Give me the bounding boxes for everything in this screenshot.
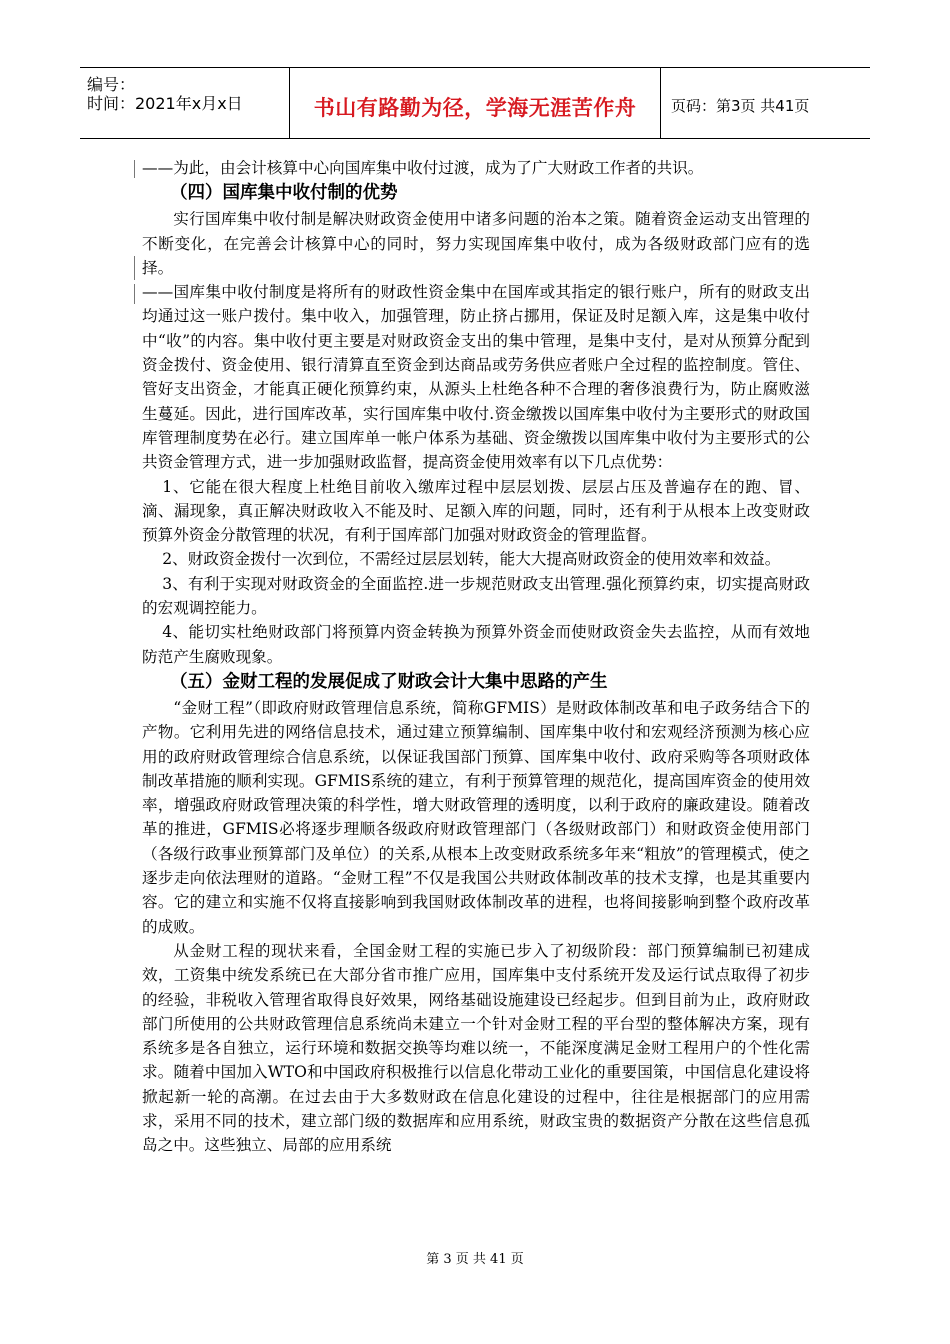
section-heading: （五）金财工程的发展促成了财政会计大集中思路的产生 [170, 671, 608, 692]
revision-mark [134, 256, 135, 280]
revision-mark [134, 160, 135, 178]
paragraph: 从金财工程的现状来看，全国金财工程的实施已步入了初级阶段：部门预算编制已初建成效，工资集中统发系统已在大部分省市推广应用，国库集中支付系统开发及运行试点取得了初步的经验，非税收入管理省取得良好效果，网络基础设施建设已经起步。但到目前为止，政府财政部门所使用的公共财政管理信息系统尚未建立一个针对金财工程的平台型的整体解决方案，现有系统多是各自独立，运行环境和数据交换等均难以统一，不能深度满足金财工程用户的个性化需求。随着中国加入WTO和中国政府积极推行以信息化带动工业化的重要国策，中国信息化建设将掀起新一轮的高潮。在过去由于大多数财政在信息化建设的过程中，往往是根据部门的应用需求，采用不同的技术，建立部门级的数据库和应用系统，财政宝贵的数据资产分散在这些信息孤岛之中。这些独立、局部的应用系统 [142, 941, 810, 1155]
header-page-cell [661, 68, 870, 138]
revision-mark [134, 284, 135, 304]
document-code-label: 编号： [87, 75, 136, 94]
paragraph: ——国库集中收付制度是将所有的财政性资金集中在国库或其指定的银行账户，所有的财政支出均通过这一账户拨付。集中收入，加强管理，防止挤占挪用，保证及时足额入库，这是集中收付中“收”的内容。集中收付更主要是对财政资金支出的集中管理，是集中支付，是对从预算分配到资金拨付、资金使用、银行清算直至资金到达商品或劳务供应者账户全过程的监控制度。管住、管好支出资金，才能真正硬化预算约束，从源头上杜绝各种不合理的奢侈浪费行为，防止腐败滋生蔓延。因此，进行国库改革，实行国库集中收付.资金缴拨以国库集中收付为主要形式的财政国库管理制度势在必行。建立国库单一帐户体系为基础、资金缴拨以国库集中收付为主要形式的公共资金管理方式，进一步加强财政监督，提高资金使用效率有以下几点优势： [142, 283, 810, 472]
paragraph: “金财工程”（即政府财政管理信息系统，简称GFMIS）是财政体制改革和电子政务结合下的产物。它利用先进的网络信息技术，通过建立预算编制、国库集中收付和宏观经济预测为核心应用的政府财政管理综合信息系统，以保证我国部门预算、国库集中收付、政府采购等各项财政体制改革措施的顺利实现。GFMIS系统的建立，有利于预算管理的规范化，提高国库资金的使用效率，增强政府财政管理决策的科学性，增大财政管理的透明度，以利于政府的廉政建设。随着改革的推进，GFMIS必将逐步理顺各级政府财政管理部门（各级财政部门）和财政资金使用部门（各级行政事业预算部门及单位）的关系,从根本上改变财政系统多年来“粗放”的管理模式，使之逐步走向依法理财的道路。“金财工程”不仅是我国公共财政体制改革的技术支撑，也是其重要内容。它的建立和实施不仅将直接影响到我国财政体制改革的进程，也将间接影响到整个政府改革的成败。 [142, 698, 810, 936]
section-heading: （四）国库集中收付制的优势 [170, 183, 398, 204]
list-item: 3、有利于实现对财政资金的全面监控.进一步规范财政支出管理.强化预算约束，切实提高财政的宏观调控能力。 [142, 574, 810, 618]
header-page-number: 页码：第3页 共41页 [671, 97, 810, 115]
document-date-label: 时间：2021年x月x日 [87, 94, 243, 113]
list-item: 1、它能在很大程度上杜绝目前收入缴库过程中层层划拨、层层占压及普遍存在的跑、冒、滴、漏现象，真正解决财政收入不能及时、足额入库的问题，同时，还有利于从根本上改变财政预算外资金分散管理的状况，有利于国库部门加强对财政资金的管理监督。 [142, 477, 810, 545]
header-motto-cell [289, 68, 661, 138]
header-motto: 书山有路勤为径，学海无涯苦作舟 [313, 96, 637, 120]
page-header [80, 67, 870, 139]
paragraph: ——为此，由会计核算中心向国库集中收付过渡，成为了广大财政工作者的共识。 [142, 159, 704, 177]
page-footer: 第 3 页 共 41 页 [426, 1252, 524, 1267]
paragraph: 实行国库集中收付制是解决财政资金使用中诸多问题的治本之策。随着资金运动支出管理的不断变化，在完善会计核算中心的同时，努力实现国库集中收付，成为各级财政部门应有的选择。 [142, 210, 810, 277]
list-item: 2、财政资金拨付一次到位，不需经过层层划转，能大大提高财政资金的使用效率和效益。 [162, 550, 781, 569]
header-meta-cell [80, 68, 289, 138]
document-body [142, 156, 810, 1158]
list-item: 4、能切实杜绝财政部门将预算内资金转换为预算外资金而使财政资金失去监控，从而有效地防范产生腐败现象。 [142, 623, 810, 666]
